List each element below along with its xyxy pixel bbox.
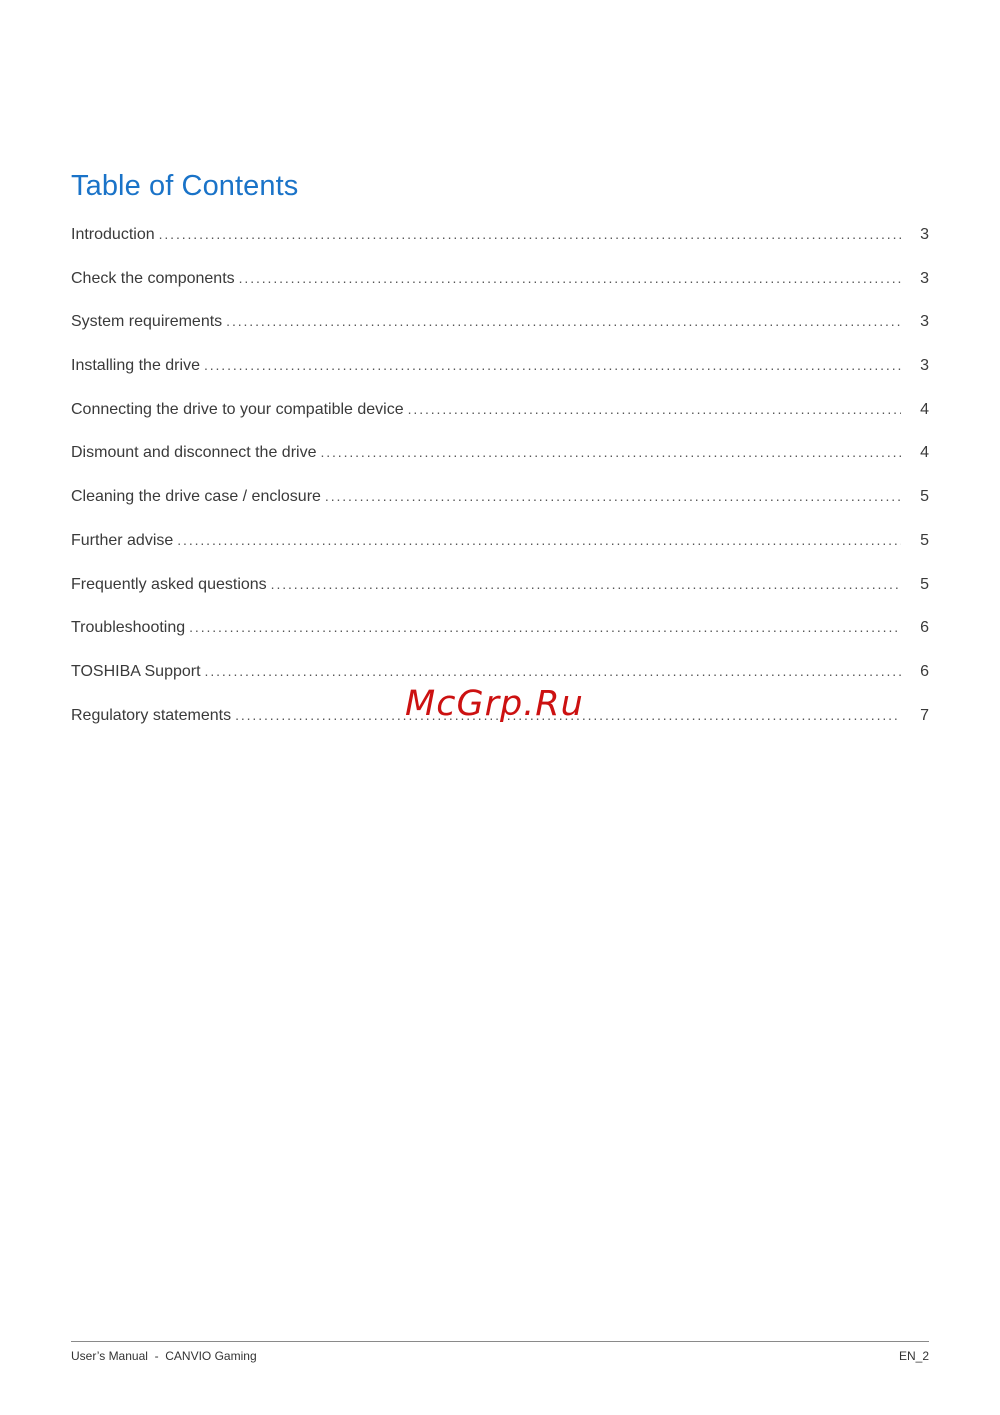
dot-leader [239,270,901,286]
toc-entry-troubleshooting[interactable] [71,619,929,663]
dot-leader [408,401,901,417]
page-title: Table of Contents [71,170,299,202]
toc-entry-dismount-disconnect[interactable] [71,444,929,488]
dot-leader [205,663,901,679]
toc-entry-title: Further advise [71,531,174,549]
toc-entry-introduction[interactable] [71,226,929,270]
dot-leader [177,532,901,548]
footer-document-title: User’s Manual - CANVIO Gaming [71,1349,257,1363]
dot-leader [325,488,901,504]
toc-entry-page: 4 [920,400,929,418]
footer-divider [71,1341,929,1342]
toc-entry-page: 4 [920,444,929,462]
toc-entry-title: Troubleshooting [71,619,186,637]
toc-entry-title: Connecting the drive to your compatible device [71,400,404,418]
dot-leader [271,576,901,592]
toc-entry-page: 6 [920,662,929,680]
toc-entry-page: 3 [920,269,929,287]
toc-entry-cleaning-drive[interactable] [71,488,929,532]
toc-entry-page: 7 [920,706,929,724]
toc-entry-title: Introduction [71,226,155,243]
dot-leader [189,619,901,635]
toc-entry-faq[interactable] [71,576,929,620]
toc-entry-page: 5 [920,531,929,549]
dot-leader [320,444,901,460]
dot-leader [204,357,901,373]
toc-entry-title: Cleaning the drive case / enclosure [71,488,321,506]
toc-entry-title: Frequently asked questions [71,575,267,593]
toc-entry-system-requirements[interactable] [71,313,929,357]
toc-entry-title: Dismount and disconnect the drive [71,444,317,462]
toc-entry-installing-drive[interactable] [71,357,929,401]
toc-entry-further-advise[interactable] [71,532,929,576]
watermark: McGrp.Ru [405,684,584,724]
toc-entry-title: System requirements [71,313,223,331]
toc-entry-page: 5 [920,575,929,593]
footer-page-number: EN_2 [898,1349,929,1363]
dot-leader [226,313,901,329]
toc-entry-page: 5 [920,488,929,506]
toc-entry-connecting-drive[interactable] [71,401,929,445]
toc-entry-title: Regulatory statements [71,706,232,724]
toc-entry-title: Installing the drive [71,357,200,375]
dot-leader [159,226,901,242]
toc-entry-page: 3 [920,226,929,243]
table-of-contents [71,226,929,750]
toc-entry-title: TOSHIBA Support [71,662,201,680]
toc-entry-page: 3 [920,313,929,331]
toc-entry-check-components[interactable] [71,270,929,314]
toc-entry-page: 3 [920,357,929,375]
toc-entry-page: 6 [920,619,929,637]
toc-entry-title: Check the components [71,269,235,287]
